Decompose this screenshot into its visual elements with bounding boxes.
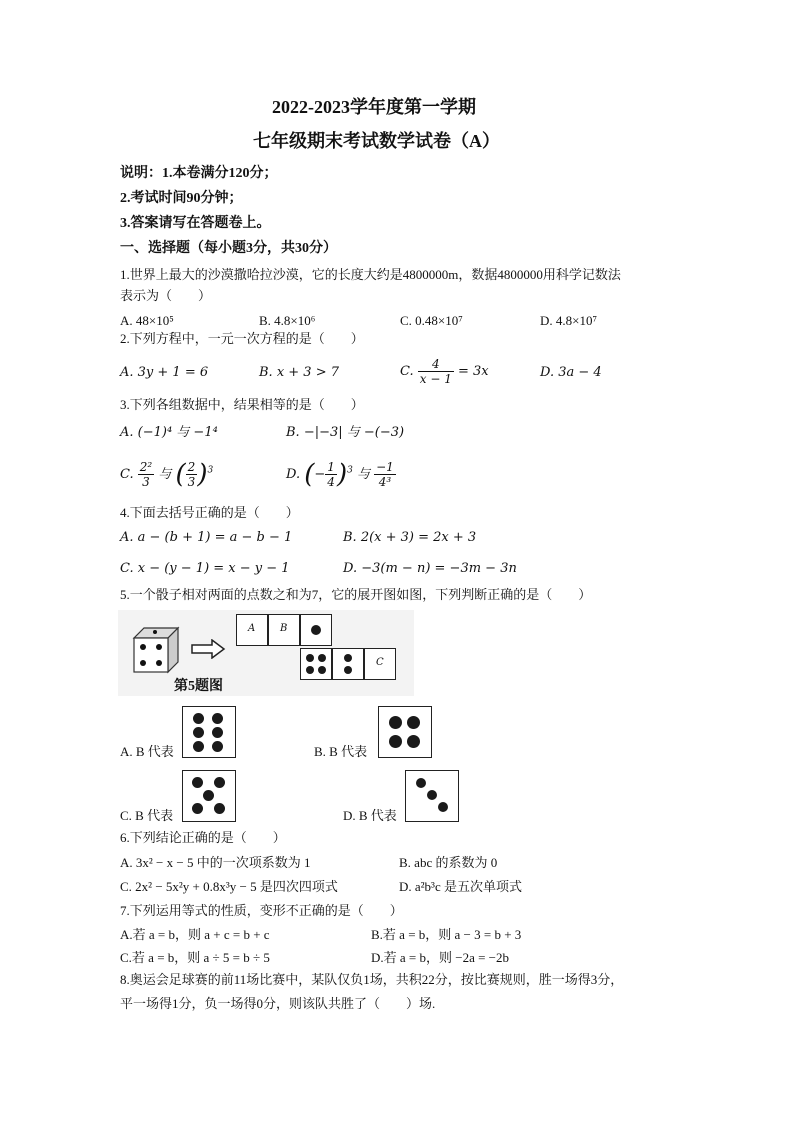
pip [214,777,225,788]
pip [212,741,223,752]
exam-title-line1: 2022-2023学年度第一学期 [272,97,476,117]
q5-stem: 5.一个骰子相对两面的点数之和为7，它的展开图如图，下列判断正确的是（ ） [120,587,592,602]
option-c-die-five [182,770,236,822]
net-face-four [300,648,332,680]
option-a-die-six [182,706,236,758]
net-label-b: B [280,623,288,634]
q6-option-a: A. 3x² − x − 5 中的一次项系数为 1 [120,855,311,870]
pip [306,666,314,674]
q3-c-rparen: ) [197,459,208,490]
q1-option-c: C. 0.48×10⁷ [400,313,463,328]
q5-figure [118,610,414,696]
net-face-a [236,614,268,646]
q2-c-num: 4 [418,357,454,372]
pip [344,654,352,662]
note-3: 3.答案请写在答题卷上。 [120,216,271,231]
net-face-c [364,648,396,680]
q3-c-num1: 2² [139,460,153,474]
q3-c-mid: 与 [158,467,172,482]
q3-d-label: D. [286,467,301,482]
pip [389,716,402,729]
pip [212,727,223,738]
note-1: 说明：1.本卷满分120分； [120,166,278,181]
pip [389,735,402,748]
note-2: 2.考试时间90分钟； [120,191,243,206]
dice-cube-icon [126,622,186,682]
q3-d-mid: 与 [356,467,370,482]
q3-d-num2: −1 [376,460,394,474]
pip [427,790,437,800]
exam-title-line2: 七年级期末考试数学试卷（A） [253,131,500,151]
q3-d-exp: 3 [347,465,353,476]
q1-option-d: D. 4.8×10⁷ [540,313,598,328]
q3-c-frac2 [186,460,198,489]
q2-option-c [400,353,489,391]
q2-c-fraction [418,357,454,386]
q2-option-a: A. 3y + 1 = 6 [120,365,209,380]
q7-option-c: C.若 a = b，则 a ÷ 5 = b ÷ 5 [120,950,270,965]
q6-option-b: B. abc 的系数为 0 [399,855,498,870]
q6-stem: 6.下列结论正确的是（ ） [120,830,286,845]
q3-option-c [120,455,213,495]
q5-option-a: A. B 代表 [120,744,174,759]
arrow-right-icon [190,639,226,659]
q3-d-num1: 1 [327,460,335,474]
section-heading: 一、选择题（每小题3分，共30分） [120,241,337,256]
pip [407,716,420,729]
q8-line2: 平一场得1分，负一场得0分，则该队共胜了（ ）场. [120,996,436,1011]
q1-stem-line2: 表示为（ ） [120,288,212,303]
q3-option-d: D. (− $\frac{1}{4}$ )$^3$ 与 $\frac{-1}{\text{4³}}$ [286,459,394,490]
net-label-c: C [376,657,384,668]
pip [311,625,321,635]
pip [192,803,203,814]
q2-option-b: B. x + 3 > 7 [259,365,340,380]
q1-stem-line1: 1.世界上最大的沙漠撒哈拉沙漠，它的长度大约是4800000m，数据4800000用科学记数法 [120,267,621,282]
q3-d-den2: 4³ [378,475,392,489]
q4-option-d: D. −3(m − n) = −3m − 3n [343,561,517,576]
net-face-two [332,648,364,680]
q7-stem: 7.下列运用等式的性质，变形不正确的是（ ） [120,903,403,918]
pip [203,790,214,801]
q4-option-c: C. x − (y − 1) = x − y − 1 [120,561,290,576]
pip [306,654,314,662]
q2-c-rhs: = 3x [458,364,489,379]
q3-stem: 3.下列各组数据中，结果相等的是（ ） [120,397,364,412]
net-label-a: A [248,623,256,634]
q2-option-d: D. 3a − 4 [540,365,602,380]
q1-option-b: B. 4.8×10⁶ [259,313,316,328]
q3-option-a: A. (−1)⁴ 与 −1⁴ [120,425,218,440]
pip [438,802,448,812]
q5-option-d: D. B 代表 [343,808,397,823]
q3-c-den2: 3 [187,475,196,489]
q4-option-b: B. 2(x + 3) = 2x + 3 [343,530,477,545]
pip [192,777,203,788]
q7-option-d: D.若 a = b，则 −2a = −2b [371,950,510,965]
net-face-one [300,614,332,646]
q3-c-lparen: ( [175,459,186,490]
pip [212,713,223,724]
q5-option-c: C. B 代表 [120,808,174,823]
pip [193,727,204,738]
q2-stem: 2.下列方程中，一元一次方程的是（ ） [120,331,364,346]
q3-c-den1: 3 [142,475,150,489]
q3-option-b: B. −|−3| 与 −(−3) [286,425,405,440]
pip [407,735,420,748]
q6-option-c: C. 2x² − 5x²y + 0.8x³y − 5 是四次四项式 [120,879,338,894]
pip [416,778,426,788]
pip [344,666,352,674]
q3-d-frac2 [374,460,396,489]
q7-option-b: B.若 a = b，则 a − 3 = b + 3 [371,927,522,942]
q2-c-den: x − 1 [419,372,452,386]
q7-option-a: A.若 a = b，则 a + c = b + c [120,927,270,942]
q3-d-lparen: ( [304,459,315,490]
q3-c-num2: 2 [187,460,196,474]
figure-caption: 第5题图 [174,679,223,694]
q3-d-rparen: ) [336,459,348,490]
q5-option-b: B. B 代表 [314,744,368,759]
q4-option-a: A. a − (b + 1) = a − b − 1 [120,530,293,545]
q3-d-frac1 [325,460,337,489]
pip [318,654,326,662]
option-d-die-three [405,770,459,822]
q8-line1: 8.奥运会足球赛的前11场比赛中，某队仅负1场，共积22分，按比赛规则，胜一场得3分， [120,972,624,987]
q3-c-label: C. [120,467,134,482]
pip [318,666,326,674]
q3-c-frac1 [138,460,154,489]
pip [214,803,225,814]
q6-option-d: D. a²b³c 是五次单项式 [399,879,522,894]
q4-stem: 4.下面去括号正确的是（ ） [120,505,299,520]
q2-c-label: C. [400,364,414,379]
q3-c-exp: 3 [207,465,214,476]
pip [193,741,204,752]
q1-option-a: A. 48×10⁵ [120,313,174,328]
net-face-b [268,614,300,646]
q3-d-den1: 4 [327,475,335,489]
pip [193,713,204,724]
option-b-die-four [378,706,432,758]
